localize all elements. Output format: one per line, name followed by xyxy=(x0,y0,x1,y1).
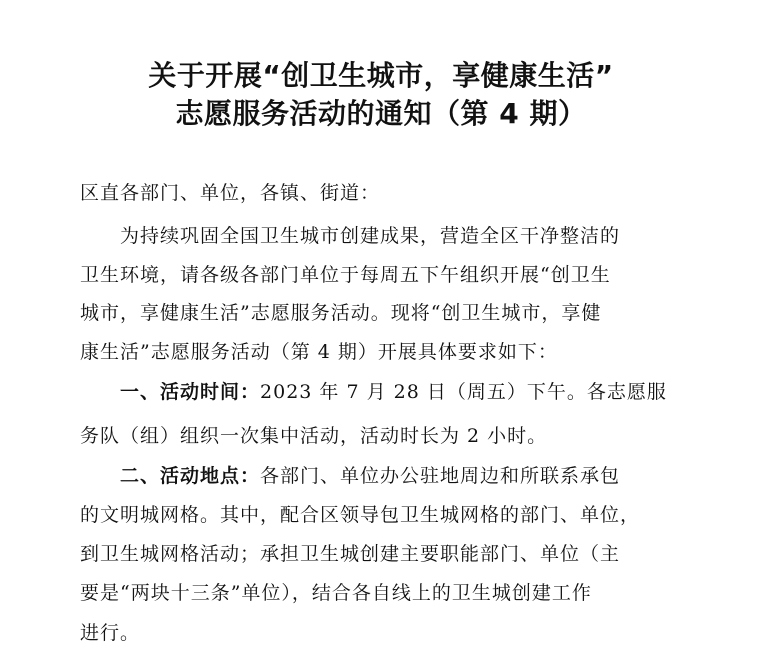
item-2-line-5: 进行。 xyxy=(80,622,141,644)
salutation: 区直各部门、单位，各镇、街道： xyxy=(80,182,381,204)
item-2-heading: 二、活动地点： xyxy=(120,465,261,487)
item-2-line-1 xyxy=(120,461,705,491)
item-1-text: 2023 年 7 月 28 日（周五）下午。各志愿服 xyxy=(260,381,667,403)
intro-line-3: 城市，享健康生活”志愿服务活动。现将“创卫生城市，享健 xyxy=(80,302,602,324)
item-1-line-2: 务队（组）组织一次集中活动，活动时长为 2 小时。 xyxy=(80,425,548,447)
item-2-line-3: 到卫生城网格活动；承担卫生城创建主要职能部门、单位（主 xyxy=(80,543,621,565)
intro-line-2: 卫生环境，请各级各部门单位于每周五下午组织开展“创卫生 xyxy=(80,264,611,286)
item-1-heading: 一、活动时间： xyxy=(120,381,261,403)
document-title-line-1: 关于开展“创卫生城市，享健康生活” xyxy=(148,59,614,92)
document-title-line-2: 志愿服务活动的通知（第 4 期） xyxy=(175,97,587,130)
item-2-line-2: 的文明城网格。其中，配合区领导包卫生城网格的部门、单位， xyxy=(80,504,641,526)
item-2-text: 各部门、单位办公驻地周边和所联系承包 xyxy=(260,465,621,487)
intro-line-4: 康生活”志愿服务活动（第 4 期）开展具体要求如下： xyxy=(80,341,558,363)
item-2-line-4: 要是“两块十三条”单位），结合各自线上的卫生城创建工作 xyxy=(80,582,592,604)
intro-line-1: 为持续巩固全国卫生城市创建成果，营造全区干净整洁的 xyxy=(120,225,621,247)
item-1-line-1 xyxy=(120,377,705,407)
